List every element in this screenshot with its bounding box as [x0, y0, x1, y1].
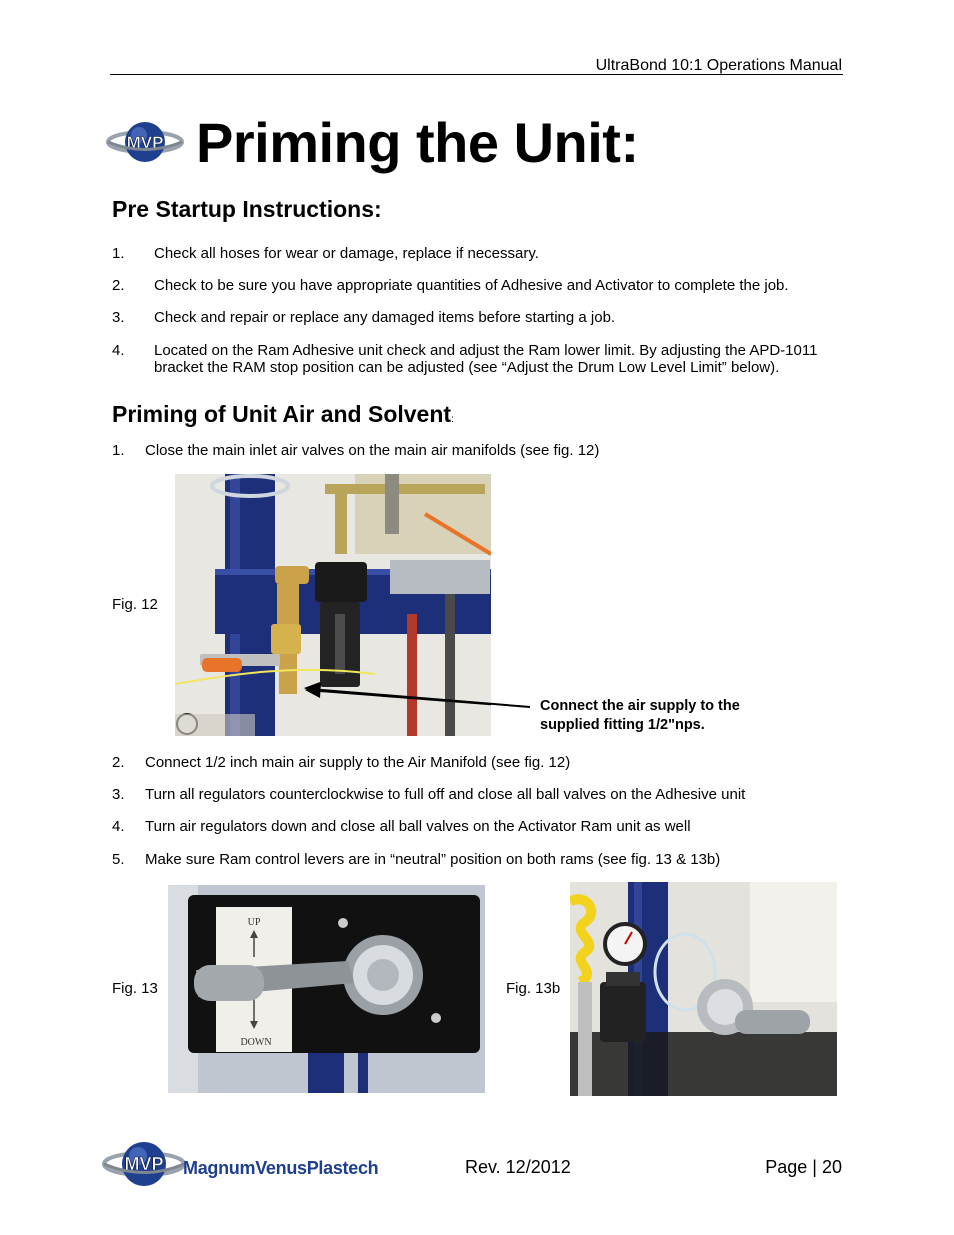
footer-revision: Rev. 12/2012 — [465, 1157, 571, 1177]
running-header: UltraBond 10:1 Operations Manual — [595, 57, 842, 74]
footer-brand: MagnumVenusPlastech — [183, 1158, 379, 1178]
fig-13b-photo — [570, 882, 837, 1096]
footer-logo-text: MVP — [124, 1154, 164, 1174]
logo-text: MVP — [126, 133, 164, 152]
fig-12-label: Fig. 12 — [112, 596, 158, 613]
lever-down-label: DOWN — [240, 1037, 272, 1048]
section-heading-pre-startup: Pre Startup Instructions: — [112, 196, 382, 222]
footer-mvp-logo — [102, 1135, 186, 1193]
section-heading-priming: Priming of Unit Air and Solvent: — [112, 401, 454, 427]
mvp-logo — [106, 117, 184, 167]
fig-13b-label: Fig. 13b — [506, 980, 561, 997]
page-title: Priming the Unit: — [196, 111, 639, 174]
fig-12-arrow — [300, 680, 532, 710]
fig-13-label: Fig. 13 — [112, 980, 158, 997]
footer-page-number: Page | 20 — [765, 1157, 842, 1177]
fig-13-photo — [168, 885, 485, 1093]
lever-up-label: UP — [247, 917, 261, 928]
header-rule — [110, 74, 843, 75]
fig-12-callout: Connect the air supply to the supplied fitting 1/2"nps. — [540, 698, 740, 733]
